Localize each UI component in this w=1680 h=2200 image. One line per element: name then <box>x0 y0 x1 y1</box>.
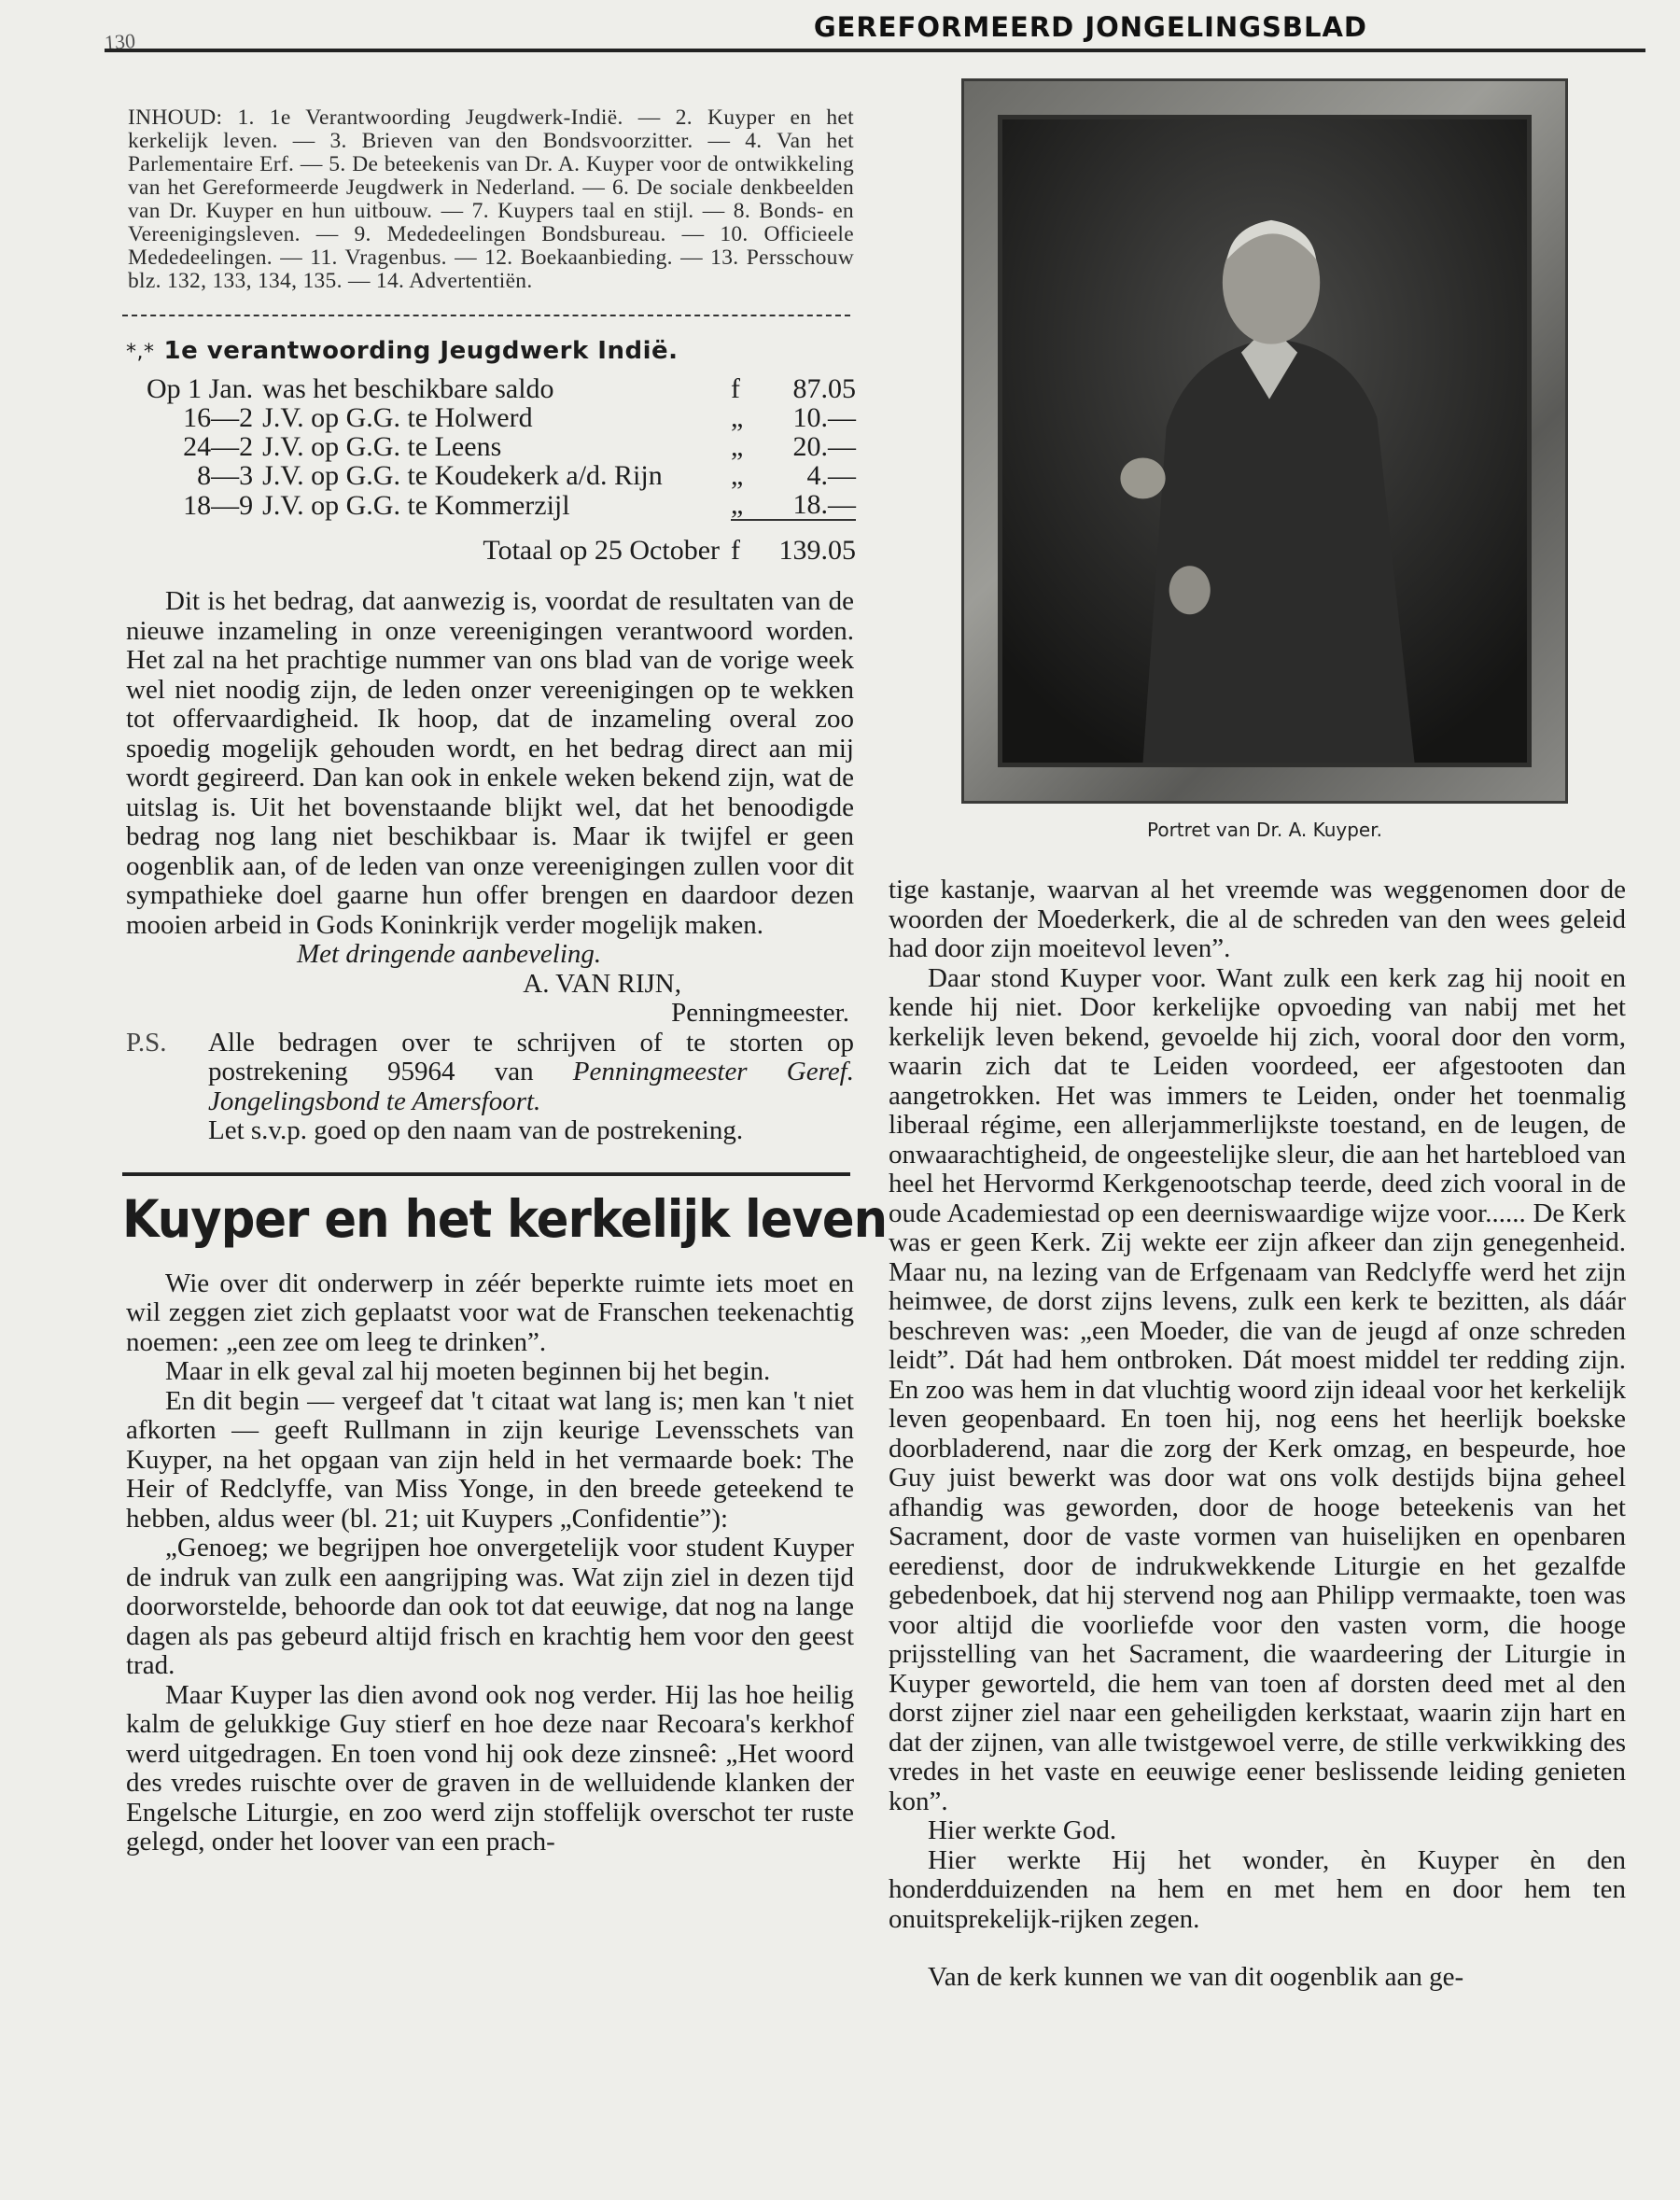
masthead: GEREFORMEERD JONGELINGSBLAD <box>813 11 1367 43</box>
ps-account-holder: Penningmeester Geref. Jongelingsbond te Amersfoort. <box>208 1057 854 1116</box>
ps-label: P.S. <box>126 1027 167 1058</box>
ledger-amount: 20.— <box>792 431 856 462</box>
article-paragraph: Maar Kuyper las dien avond ook nog verder. Hij las hoe heilig kalm de gelukkige Guy stierf en hoe deze naar Recoara's kerkhof werd uitgedragen. En toen vond hij ook deze zinsneê: „Het woord des vredes ruischte over de graven in de welluidende klanken der Engelsche Liturgie, en zoo werd zijn stoffelijk overschot ter ruste gelegd, onder het loover van een prach- <box>126 1679 854 1857</box>
total-amount: 139.05 <box>753 520 856 565</box>
ledger-total-row <box>147 520 856 565</box>
ledger-row <box>147 461 856 490</box>
portrait-image <box>998 115 1532 767</box>
left-column <box>122 84 888 1857</box>
table-of-contents: INHOUD: 1. 1e Verantwoording Jeugdwerk-Indië. — 2. Kuyper en het kerkelijk leven. — 3. Brieven van den Bondsvoorzitter. — 4. Van het Parlementaire Erf. — 5. De beteekenis van Dr. A. Kuyper voor de ontwikkeling van het Gereformeerde Jeugdwerk in Nederland. — 6. De sociale denkbeelden van Dr. Kuyper en hun uitbouw. — 7. Kuypers taal en stijl. — 8. Bonds- en Vereenigingsleven. — 9. Mededeelingen Bondsbureau. — 10. Officieele Mededeelingen. — 11. Vragenbus. — 12. Boekaanbieding. — 13. Persschouw blz. 132, 133, 134, 135. — 14. Advertentiën. <box>128 105 854 293</box>
ledger-date: Op 1 Jan. <box>147 373 254 404</box>
article-paragraph: tige kastanje, waarvan al het vreemde was weggenomen door de woorden der Moederkerk, die al de schreden van den wees geleid had door zijn moeitevol leven”. <box>889 875 1626 963</box>
ledger-description: J.V. op G.G. te Koudekerk a/d. Rijn <box>262 460 663 491</box>
portrait-illustration <box>1002 119 1527 763</box>
ledger-currency: „ <box>731 402 744 433</box>
ledger-description: J.V. op G.G. te Kommerzijl <box>262 489 570 521</box>
article-right-body <box>889 876 1626 1993</box>
article-left-body <box>126 1269 854 1857</box>
ledger-date: 18—9 <box>183 489 254 521</box>
portrait-frame <box>961 78 1568 804</box>
ledger-currency: f <box>731 373 740 404</box>
article-paragraph: Hier werkte Hij het wonder, èn Kuyper èn den honderdduizenden na hem en met hem en door hem ten onuitsprekelijk-rijken zegen. <box>889 1844 1626 1934</box>
article-headline: Kuyper en het kerkelijk leven <box>122 1188 888 1249</box>
article-paragraph: Wie over dit onderwerp in zéér beperkte ruimte iets moet en wil zeggen ziet zich geplaatst voor wat de Franschen teekenachtig noemen: „een zee om leeg te drinken”. <box>126 1268 854 1357</box>
ledger-amount: 18.— <box>792 489 856 520</box>
portrait-figure <box>961 78 1568 841</box>
verantwoording-body: Dit is het bedrag, dat aanwezig is, voordat de resultaten van de nieuwe inzameling in onze vereenigingen verantwoord worden. Het zal na het prachtige nummer van ons blad van de vorige week wel niet noodig zijn, de leden onzer vereenigingen op te wekken tot offervaardigheid. Ik hoop, dat de inzameling overal zoo spoedig mogelijk gehouden wordt, en het bedrag direct aan mij wordt gegireerd. Dan kan ook in enkele weken bekend zijn, wat de uitslag is. Uit het bovenstaande blijkt wel, dat het benoodigde bedrag nog lang niet beschikbaar is. Maar ik twijfel er geen oogenblik aan, of de leden van onze vereenigingen zullen voor dit sympathieke doel gaarne hun offer brengen en daardoor dezen mooien arbeid in Gods Koninkrijk verder mogelijk maken. <box>126 586 854 940</box>
article-paragraph: En dit begin — vergeef dat 't citaat wat lang is; men kan 't niet afkorten — geeft Rullmann in zijn keurige Levensschets van Kuyper, na het opgaan van zijn held in het vermaarde boek: The Heir of Redclyffe, van Miss Yonge, in den breede geteekend te hebben, aldus weer (bl. 21; uit Kuypers „Confidentie”): <box>126 1385 854 1534</box>
portrait-caption: Portret van Dr. A. Kuyper. <box>1147 819 1382 841</box>
total-currency: f <box>731 520 753 565</box>
aanbeveling: Met dringende aanbeveling. <box>297 939 602 969</box>
postscript <box>126 1029 854 1146</box>
total-label: Totaal op 25 October <box>483 534 720 566</box>
ledger-date: 16—2 <box>183 402 254 433</box>
article-paragraph: Van de kerk kunnen we van dit oogenblik aan ge- <box>928 1962 1464 1992</box>
ledger-table <box>147 374 856 565</box>
ledger-row <box>147 432 856 461</box>
page-number: 130 <box>104 28 136 55</box>
article-paragraph: Daar stond Kuyper voor. Want zulk een kerk zag hij nooit en kende hij niet. Door kerkelijke opvoeding van nabij met het kerkelijk leven bekend, gevoelde hij zich, vooral door den vorm, waarin zich dat te Leiden voordeed, eer afgestooten dan aangetrokken. Het was immers te Leiden, onder het toenmalig liberaal régime, een allerjammerlijkste toestand, en de leugen, de onwaarachtigheid, de ongeestelijke sleur, die aan het hartebloed van heel het Hervormd Kerkgenootschap teerde, deed zich vooral in de oude Academiestad op een deerniswaardige wijze voor...... De Kerk was er geen Kerk. Zij wekte eer zijn afkeer dan zijn genegenheid. Maar nu, na lezing van de Erfgenaam van Redclyffe werd het zijn heimwee, de dorst zijns levens, zulk een kerk te bezitten, als dáár beschreven was: „een Moeder, die van de jeugd af onze schreden leidt”. Dát had hem ontbroken. Dát moest middel ter redding zijn. En zoo was hem in dat vluchtig woord zijn ideaal voor het kerkelijk leven geopenbaard. En toen hij, nog eens het heerlijk boekske doorbladerend, naar die zorg der Kerk omzag, en bespeurde, hoe Guy juist bewerkt was door wat ons volk destijds bijna geheel afhandig was geworden, door de hooge beteekenis van het Sacrament, door de vaste vormen van huiselijken en openbaren eeredienst, door de indrukwekkende Liturgie en het gezalfde gebedenboek, dat hij stervend nog aan Philipp vermaakte, toen was voor altijd die voorliefde voor den vasten vorm, die hooge prijsstelling van het Sacrament, die waardeering der Liturgie in Kuyper geworteld, die hem van toen af dorsten deed met al den dorst zijner ziel naar een geheiligden kerkstaat, waarin zijn hart en dat der zijnen, van alle twistgewoel verre, de stille verkwikking des vredes in het vaste en eeuwige eener beslissende leiding genieten kon”. <box>889 962 1626 1816</box>
ledger-description: was het beschikbare saldo <box>262 373 554 404</box>
ledger-description: J.V. op G.G. te Holwerd <box>262 402 533 433</box>
top-rule <box>105 49 1645 52</box>
divider <box>122 315 850 316</box>
ledger-row <box>147 403 856 432</box>
ledger-currency: „ <box>731 489 744 520</box>
ledger-date: 8—3 <box>197 460 254 491</box>
signer-name: A. VAN RIJN, <box>523 968 681 999</box>
ledger-row <box>147 374 856 403</box>
ledger-date: 24—2 <box>183 431 254 462</box>
signer-role: Penningmeester. <box>671 998 849 1028</box>
ledger-amount: 87.05 <box>792 373 856 404</box>
article-paragraph: „Genoeg; we begrijpen hoe onvergetelijk voor student Kuyper de indruk van zulk een aangrijping was. Wat zijn ziel in dezen tijd doorworstelde, behoorde dan ook tot dat eeuwige, dat nog na lange dagen als pas gebeurd altijd frisch en krachtig hem voor den geest trad. <box>126 1533 854 1680</box>
article-divider <box>122 1172 850 1176</box>
article-paragraph: Hier werkte God. <box>928 1815 1117 1845</box>
ledger-amount: 4.— <box>806 460 856 491</box>
ps-text: Alle bedragen over te schrijven of te storten op postrekening 95964 van Penningmeester Geref. Jongelingsbond te Amersfoort. Let s.v.p. goed op den naam van de postrekening. <box>208 1027 854 1145</box>
right-column <box>889 876 1626 1993</box>
ledger-amount: 10.— <box>792 402 856 433</box>
ledger-currency: „ <box>731 460 744 491</box>
asterism: *,* <box>126 341 155 364</box>
article-paragraph: Maar in elk geval zal hij moeten beginnen bij het begin. <box>165 1356 771 1386</box>
verantwoording-title: *,* 1e verantwoording Jeugdwerk Indië. <box>126 337 679 365</box>
ledger-row <box>147 490 856 520</box>
ledger-currency: „ <box>731 431 744 462</box>
ledger-description: J.V. op G.G. te Leens <box>262 431 502 462</box>
